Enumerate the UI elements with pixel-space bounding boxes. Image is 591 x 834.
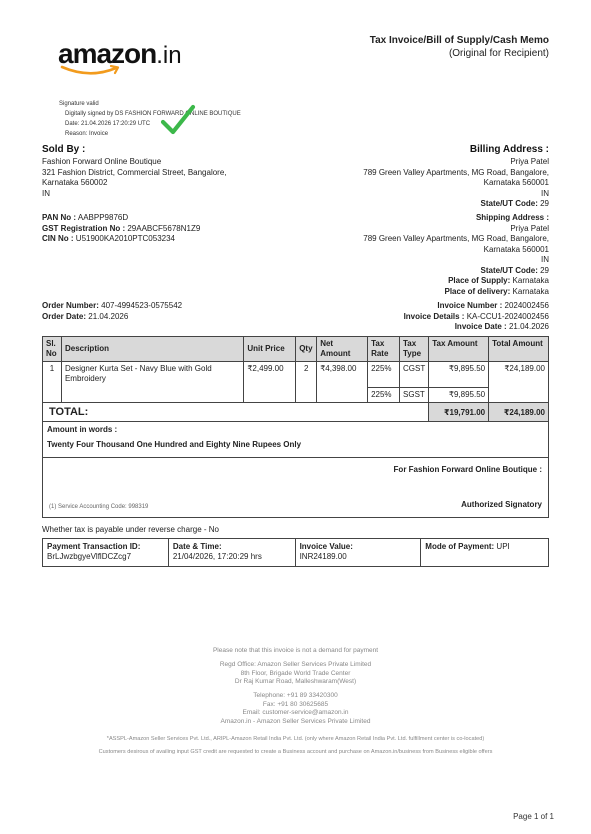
- footer-office-2: 8th Floor, Brigade World Trade Center: [240, 669, 351, 677]
- invoice-value-label: Invoice Value:: [299, 542, 353, 551]
- cell-tax-amount-1: ₹9,895.50: [429, 362, 489, 388]
- cell-tax-type-2: SGST: [400, 388, 429, 403]
- shipping-state-code: 29: [540, 265, 549, 275]
- invoice-value: INR24189.00: [299, 552, 347, 561]
- col-header-sl: Sl. No: [43, 337, 62, 362]
- table-header-row: [43, 337, 549, 362]
- amount-in-words: Twenty Four Thousand One Hundred and Eighty Nine Rupees Only: [47, 440, 302, 449]
- shipping-block: [363, 213, 549, 297]
- payment-table: [42, 538, 549, 567]
- invoice-subtitle: (Original for Recipient): [448, 48, 549, 59]
- col-header-qty: Qty: [296, 337, 317, 362]
- logo-tld: .in: [156, 42, 182, 69]
- seller-ids: [42, 213, 200, 245]
- footer-fax: Fax: +91 80 30625685: [262, 700, 329, 708]
- payment-txn-label: Payment Transaction ID:: [47, 542, 141, 551]
- invoice-details: KA-CCU1-2024002456: [466, 311, 549, 321]
- payment-mode-label: Mode of Payment:: [425, 542, 495, 551]
- gst-label: GST Registration No :: [42, 223, 126, 233]
- place-of-supply: Karnataka: [512, 276, 549, 285]
- cell-description: Designer Kurta Set - Navy Blue with Gold Embroidery: [61, 362, 243, 403]
- page-number: Page 1 of 1: [513, 812, 554, 821]
- authorized-signatory: Authorized Signatory: [461, 500, 542, 509]
- seller-address-2: Karnataka 560002: [42, 178, 108, 187]
- seller-address-1: 321 Fashion District, Commercial Street, Bangalore,: [42, 167, 227, 177]
- seller-name: Fashion Forward Online Boutique: [42, 157, 162, 166]
- billing-address-1: 789 Green Valley Apartments, MG Road, Bangalore,: [363, 167, 549, 177]
- total-row: [43, 403, 549, 422]
- payment-mode: UPI: [496, 542, 510, 551]
- total-tax: ₹19,791.00: [429, 403, 489, 422]
- shipping-address-2: Karnataka 560001: [483, 244, 549, 254]
- seller-block: [42, 157, 227, 199]
- col-header-tax-type: Tax Type: [400, 337, 429, 362]
- invoice-number-label: Invoice Number :: [437, 301, 503, 310]
- payment-datetime-cell: [168, 539, 295, 567]
- cin-value: U51900KA2010PTC053234: [75, 234, 175, 243]
- invoice-title: Tax Invoice/Bill of Supply/Cash Memo: [369, 35, 549, 46]
- invoice-details-label: Invoice Details :: [403, 311, 465, 321]
- footer-contact: [0, 692, 591, 726]
- order-date: 21.04.2026: [88, 311, 129, 321]
- col-header-unit-price: Unit Price: [244, 337, 296, 362]
- shipping-state-label: State/UT Code:: [480, 265, 538, 275]
- order-number: 407-4994523-0575542: [101, 301, 183, 310]
- footer-phone: Telephone: +91 89 33420300: [253, 692, 338, 699]
- pan-value: AABPP9876D: [77, 213, 129, 222]
- billing-country: IN: [541, 188, 549, 198]
- col-header-net-amount: Net Amount: [317, 337, 368, 362]
- invoice-date: 21.04.2026: [508, 322, 549, 331]
- place-of-supply-label: Place of Supply:: [448, 276, 511, 285]
- footer-office: [0, 661, 591, 687]
- footer-site: Amazon.in - Amazon Seller Services Private Limited: [220, 717, 371, 725]
- amazon-smile-icon: [60, 65, 122, 77]
- invoice-date-label: Invoice Date :: [454, 322, 507, 331]
- cell-tax-type-1: CGST: [400, 362, 429, 388]
- cell-sl: 1: [43, 362, 62, 403]
- cell-tax-rate-1: 225%: [368, 362, 400, 388]
- gst-value: 29AABCF5678N1Z9: [127, 223, 201, 233]
- billing-state-code: 29: [540, 199, 549, 208]
- footer-legal-2: Customers desirous of availing input GST credit are requested to create a Business account and purchase on Amazon.in/business from Business eligible offers: [98, 749, 493, 755]
- pan-label: PAN No :: [42, 213, 77, 222]
- payment-datetime: 21/04/2026, 17:20:29 hrs: [172, 552, 262, 561]
- signature-status: Signature valid: [59, 101, 99, 107]
- cell-qty: 2: [296, 362, 317, 403]
- signature-date: Date: 21.04.2026 17:20:29 UTC: [65, 121, 151, 127]
- place-of-delivery-label: Place of delivery:: [444, 286, 511, 296]
- cell-net-amount: ₹4,398.00: [317, 362, 368, 403]
- order-number-label: Order Number:: [42, 301, 99, 310]
- order-date-label: Order Date:: [42, 311, 87, 321]
- footer-legal-1: *ASSPL-Amazon Seller Services Pvt. Ltd., ARIPL-Amazon Retail India Pvt. Ltd. (only where Amazon Retail India Pvt. Ltd. fulfillment center is co-located): [106, 736, 485, 742]
- total-amount: ₹24,189.00: [489, 403, 549, 422]
- service-accounting-code: (1) Service Accounting Code: 998319: [49, 504, 149, 510]
- signatory-cell: [43, 458, 549, 518]
- place-of-delivery: Karnataka: [512, 286, 549, 296]
- cell-unit-price: ₹2,499.00: [244, 362, 296, 403]
- cell-tax-rate-2: 225%: [368, 388, 400, 403]
- cin-label: CIN No :: [42, 234, 74, 243]
- payment-mode-cell: [421, 539, 549, 567]
- cell-total-amount: ₹24,189.00: [489, 362, 549, 403]
- check-mark-icon: [160, 103, 196, 137]
- col-header-description: Description: [61, 337, 243, 362]
- payment-datetime-label: Date & Time:: [172, 542, 222, 551]
- signatory-row: [43, 458, 549, 518]
- logo-word: amazon: [58, 38, 157, 69]
- digital-signature: [59, 99, 241, 139]
- cell-tax-amount-2: ₹9,895.50: [429, 388, 489, 403]
- order-info: [42, 301, 182, 322]
- shipping-heading: Shipping Address :: [475, 213, 549, 222]
- shipping-address-1: 789 Green Valley Apartments, MG Road, Bangalore,: [363, 234, 549, 243]
- col-header-tax-amount: Tax Amount: [429, 337, 489, 362]
- billing-state-label: State/UT Code:: [480, 199, 538, 208]
- invoice-value-cell: [295, 539, 421, 567]
- shipping-name: Priya Patel: [510, 223, 549, 233]
- footer-email: Email: customer-service@amazon.in: [242, 709, 349, 716]
- billing-address-2: Karnataka 560001: [483, 178, 549, 187]
- amount-in-words-label: Amount in words :: [47, 425, 118, 434]
- amazon-logo: [58, 38, 182, 78]
- invoice-info: [404, 301, 549, 333]
- col-header-total-amount: Total Amount: [489, 337, 549, 362]
- invoice-number: 2024002456: [504, 301, 549, 310]
- invoice-items-table: [42, 336, 549, 518]
- col-header-tax-rate: Tax Rate: [368, 337, 400, 362]
- signature-signer: Digitally signed by DS FASHION FORWARD ONLINE BOUTIQUE: [65, 111, 241, 117]
- seller-country: IN: [42, 188, 50, 198]
- footer-office-1: Regd Office: Amazon Seller Services Private Limited: [219, 661, 372, 668]
- billing-heading: Billing Address :: [469, 144, 549, 155]
- footer-note: Please note that this invoice is not a demand for payment: [212, 647, 379, 654]
- footer-office-3: Dr Raj Kumar Road, Malleshwaram(West): [234, 678, 357, 685]
- shipping-country: IN: [541, 255, 549, 264]
- total-label: TOTAL:: [43, 403, 429, 422]
- billing-name: Priya Patel: [510, 157, 549, 166]
- sold-by-heading: Sold By :: [42, 144, 86, 155]
- table-row: [43, 362, 549, 388]
- payment-txn-id: BrLJwzbgyeVlflDCZcg7: [47, 552, 132, 561]
- signature-reason: Reason: Invoice: [65, 131, 109, 137]
- for-company-label: For Fashion Forward Online Boutique :: [393, 465, 542, 474]
- amount-in-words-cell: [43, 422, 549, 458]
- billing-block: [363, 157, 549, 210]
- payment-txn-cell: [43, 539, 169, 567]
- amount-in-words-row: [43, 422, 549, 458]
- reverse-charge: Whether tax is payable under reverse charge - No: [42, 525, 219, 534]
